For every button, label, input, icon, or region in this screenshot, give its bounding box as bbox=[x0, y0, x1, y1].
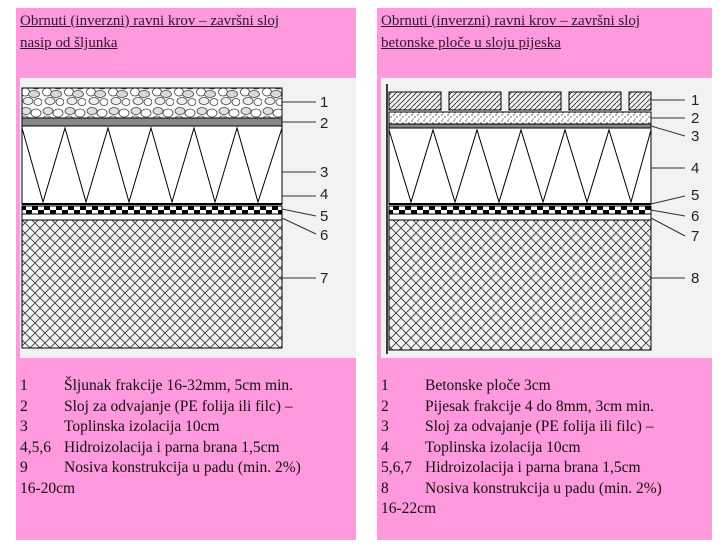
legend-row bbox=[20, 458, 301, 479]
right-layer-label-2: 2 bbox=[691, 110, 700, 127]
right-layer-label-7: 7 bbox=[691, 228, 700, 245]
legend-total bbox=[20, 479, 301, 500]
legend-text: Nosiva konstrukcija u padu (min. 2%) bbox=[64, 459, 301, 476]
right-layer-label-3: 3 bbox=[691, 128, 700, 145]
total-thickness: 16-20cm bbox=[20, 479, 76, 497]
left-layer-label-2: 2 bbox=[320, 115, 329, 132]
legend-text: Hidroizolacija i parna brana 1,5cm bbox=[64, 438, 280, 456]
right-title-line-2: betonske ploče u sloju pijeska bbox=[381, 35, 561, 51]
legend-row bbox=[20, 376, 301, 397]
legend-num: 9 bbox=[20, 459, 28, 476]
left-roof-section-diagram bbox=[20, 78, 356, 358]
legend-row bbox=[381, 376, 662, 397]
legend-row bbox=[381, 458, 662, 479]
legend-num: 1 bbox=[381, 377, 389, 394]
right-layer-label-5: 5 bbox=[691, 187, 700, 204]
right-layer-label-8: 8 bbox=[691, 270, 700, 287]
legend-num: 1 bbox=[20, 377, 28, 394]
legend-row bbox=[381, 479, 662, 500]
left-layer-label-6: 6 bbox=[320, 227, 329, 244]
legend-row bbox=[20, 417, 301, 438]
legend-text: Sloj za odvajanje (PE folija ili filc) – bbox=[64, 397, 293, 415]
left-layer-label-1: 1 bbox=[320, 94, 329, 111]
legend-row bbox=[20, 438, 301, 459]
waterproofing-membrane bbox=[389, 206, 651, 214]
legend-row bbox=[381, 397, 662, 418]
right-layer-label-6: 6 bbox=[691, 208, 700, 225]
right-legend bbox=[381, 376, 662, 520]
legend-text: Toplinska izolacija 10cm bbox=[64, 418, 220, 435]
right-layer-label-1: 1 bbox=[691, 92, 700, 109]
separation-layer bbox=[389, 124, 651, 128]
waterproofing-membrane bbox=[22, 206, 282, 214]
legend-text: Toplinska izolacija 10cm bbox=[425, 438, 581, 456]
gravel-layer bbox=[22, 88, 282, 118]
separation-layer bbox=[22, 118, 282, 126]
legend-text: Šljunak frakcije 16-32mm, 5cm min. bbox=[64, 377, 294, 394]
legend-num: 4,5,6 bbox=[20, 438, 51, 456]
legend-row bbox=[381, 417, 662, 438]
legend-text: Pijesak frakcije 4 do 8mm, 3cm min. bbox=[425, 397, 655, 415]
legend-row bbox=[381, 438, 662, 459]
sand-layer bbox=[389, 112, 651, 124]
legend-text: Sloj za odvajanje (PE folija ili filc) – bbox=[425, 418, 654, 435]
legend-row bbox=[20, 397, 301, 418]
vapour-barrier bbox=[22, 214, 282, 220]
left-title-line-1: Obrnuti (inverzni) ravni krov – završni sloj bbox=[20, 13, 280, 29]
left-title bbox=[20, 10, 279, 54]
right-roof-section-diagram bbox=[381, 78, 712, 358]
legend-num: 5,6,7 bbox=[381, 459, 412, 476]
thermal-insulation-layer bbox=[22, 126, 282, 204]
total-thickness: 16-22cm bbox=[381, 500, 437, 517]
concrete-slabs-layer bbox=[389, 92, 651, 110]
legend-num: 4 bbox=[381, 438, 389, 456]
legend-num: 2 bbox=[381, 397, 389, 415]
right-title-line-1: Obrnuti (inverzni) ravni krov – završni sloj bbox=[381, 13, 641, 29]
legend-num: 3 bbox=[20, 418, 28, 435]
right-layer-label-4: 4 bbox=[691, 160, 700, 177]
left-title-line-2: nasip od šljunka bbox=[20, 35, 118, 51]
left-layer-label-7: 7 bbox=[320, 270, 329, 287]
left-layer-label-5: 5 bbox=[320, 208, 329, 225]
load-bearing-structure bbox=[389, 220, 651, 350]
legend-text: Nosiva konstrukcija u padu (min. 2%) bbox=[425, 479, 662, 497]
legend-num: 8 bbox=[381, 479, 389, 497]
legend-text: Betonske ploče 3cm bbox=[425, 377, 551, 394]
legend-text: Hidroizolacija i parna brana 1,5cm bbox=[425, 459, 641, 476]
left-layer-label-4: 4 bbox=[320, 186, 329, 203]
left-layer-label-3: 3 bbox=[320, 164, 329, 181]
left-legend bbox=[20, 376, 301, 499]
legend-total bbox=[381, 499, 662, 520]
right-title bbox=[381, 10, 640, 54]
legend-num: 2 bbox=[20, 397, 28, 415]
load-bearing-structure bbox=[22, 220, 282, 348]
legend-num: 3 bbox=[381, 418, 389, 435]
vapour-barrier bbox=[389, 214, 651, 220]
